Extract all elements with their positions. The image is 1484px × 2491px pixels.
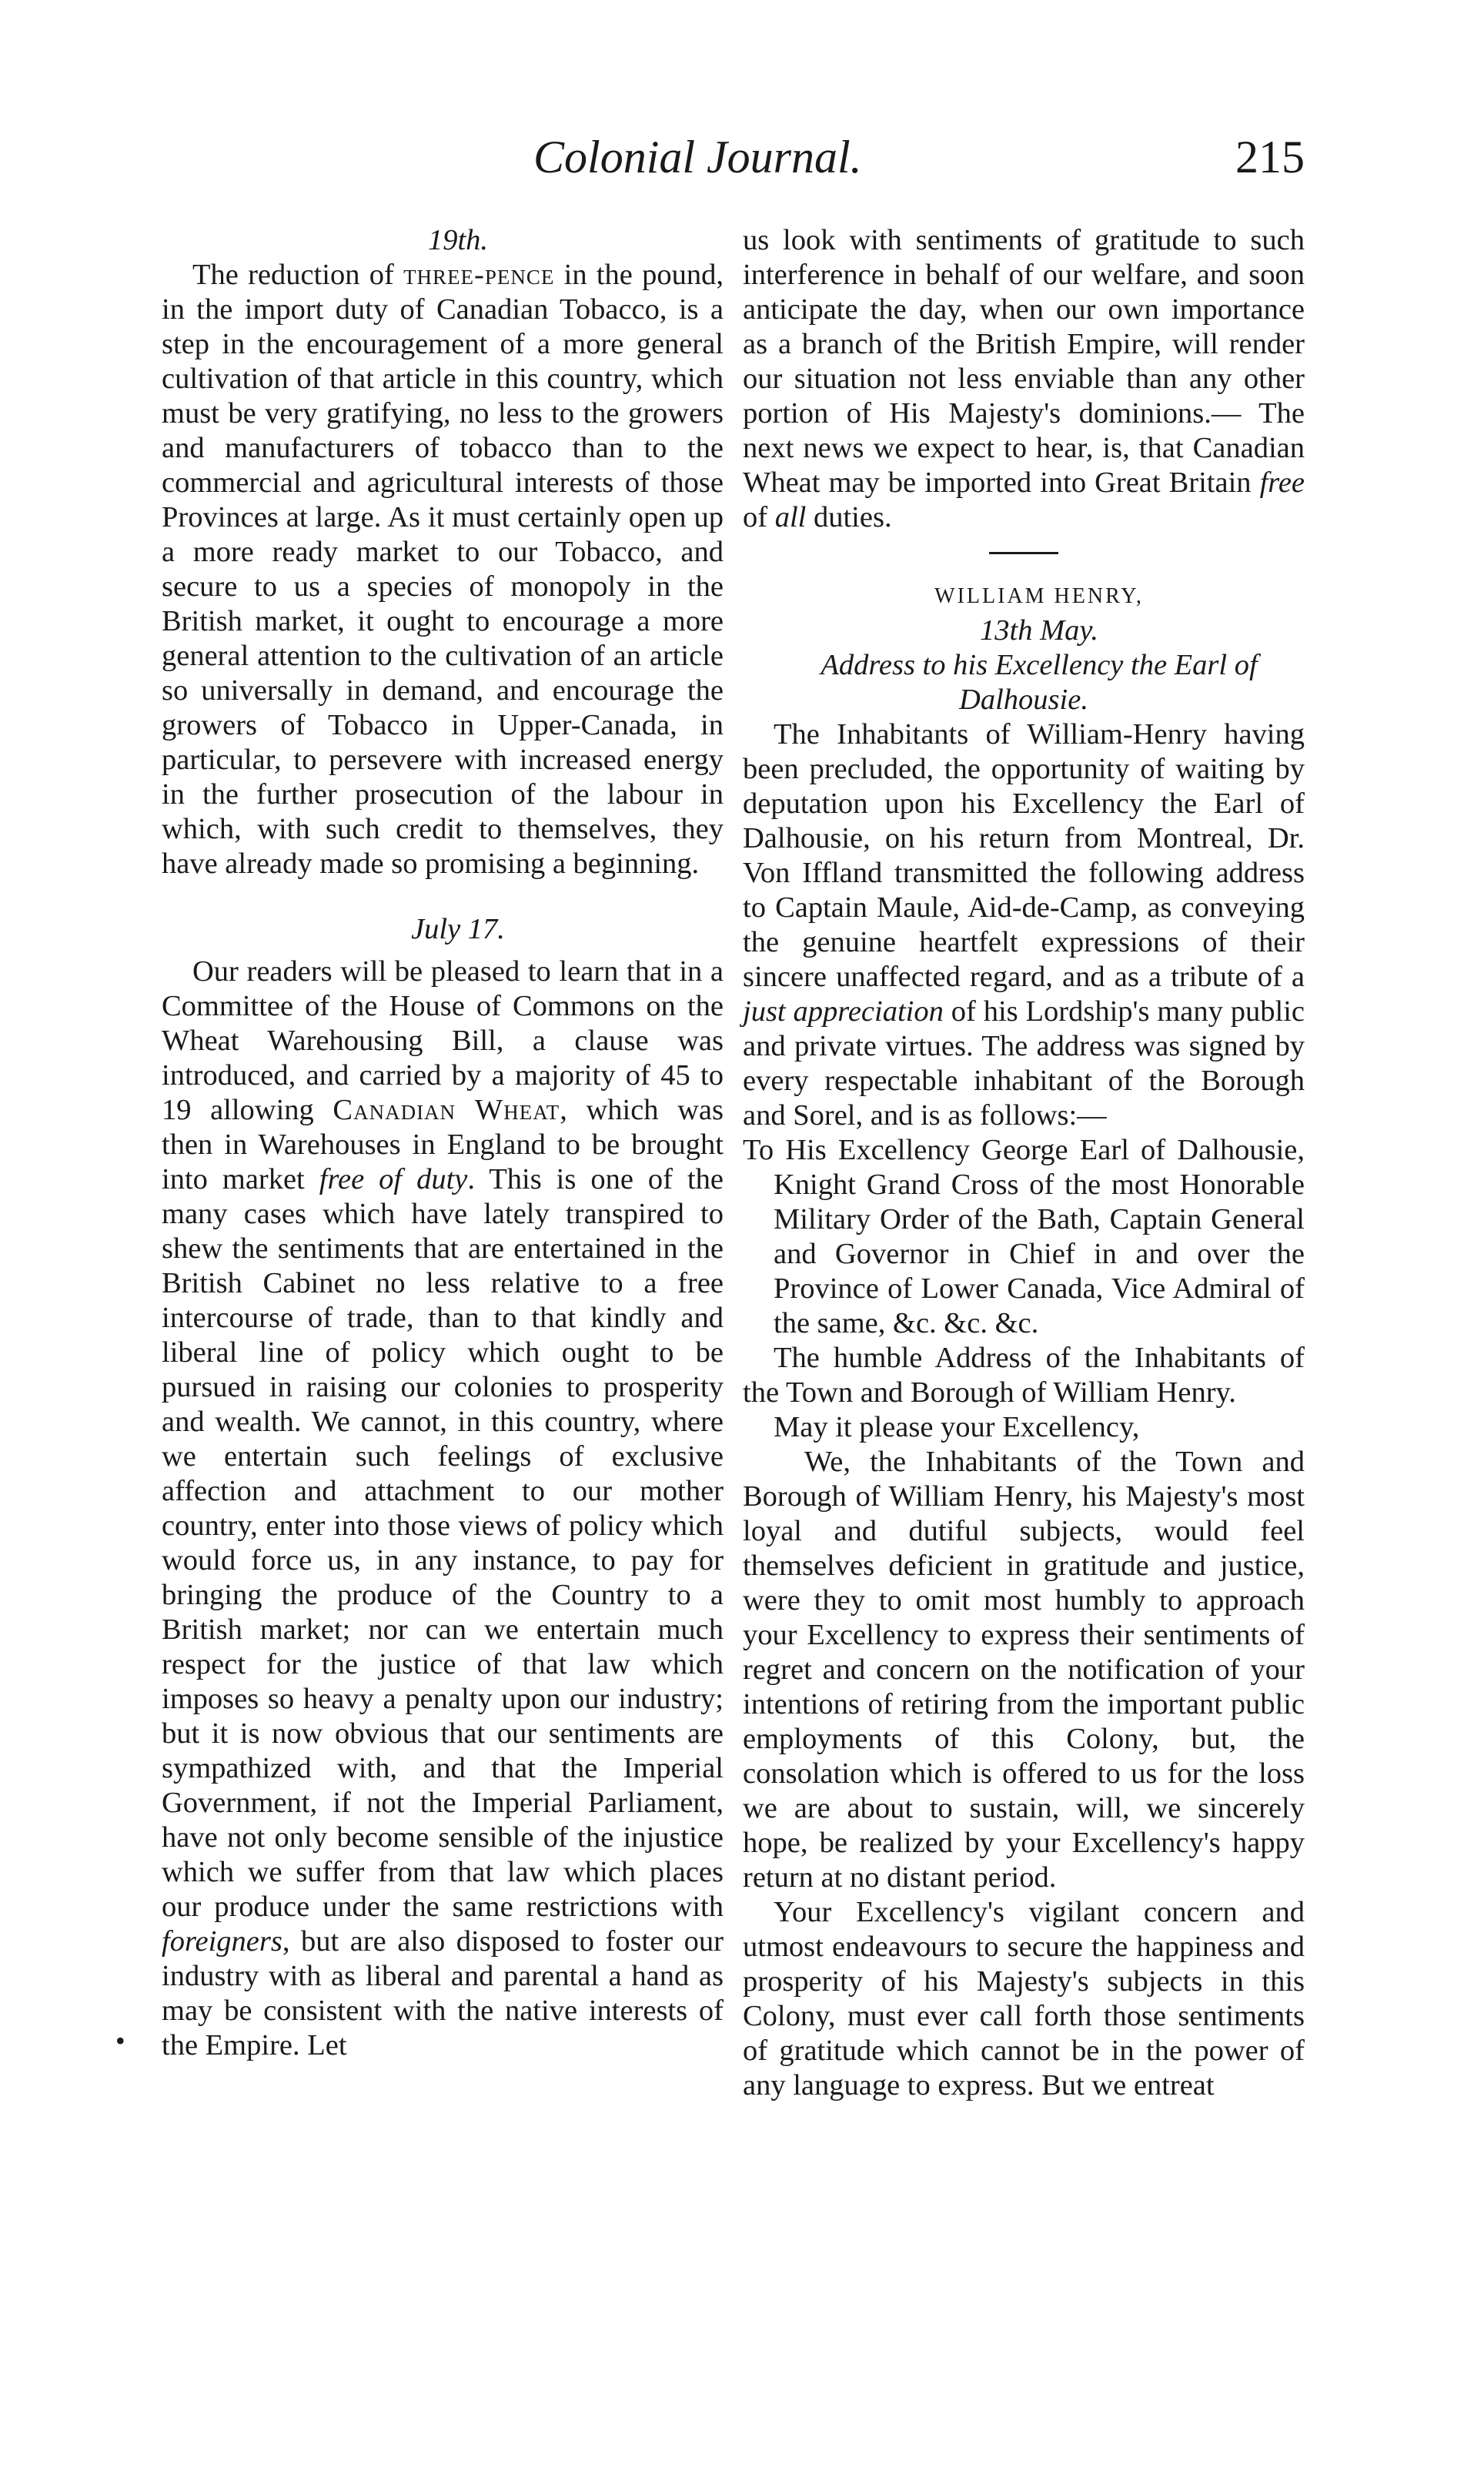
paragraph-continuation: us look with sentiments of gratitude to such interference in behalf of our welfare, and soon anticipate the day, when our own importance as a branch of the British Empire, will render our situation not less enviable than any other portion of His Majesty's dominions.— The next news we expect to hear, is, that Canadian Wheat may be imported into Great Britain free of all duties. <box>743 224 1305 533</box>
page-header <box>165 131 1305 200</box>
dateline-19th: 19th. <box>427 224 489 256</box>
left-column <box>162 223 724 2063</box>
dateline-13th-may: 13th May. <box>980 614 1098 647</box>
paragraph-inhabitants: The Inhabitants of William-Henry having been precluded, the opportunity of waiting by deputation upon his Excellency the Earl of Dalhousie, on his return from Montreal, Dr. Von Iffland transmitted the following address to Captain Maule, Aid-de-Camp, as conveying the genuine heartfelt expressions of their sincere unaffected regard, and as a tribute of a just appreciation of his Lordship's many public and private virtues. The address was signed by every respectable inhabitant of the Borough and Sorel, and is as follows:— <box>743 718 1305 1132</box>
paragraph-address-body: We, the Inhabitants of the Town and Borough of William Henry, his Majesty's most loyal and dutiful subjects, would feel themselves deficient in gratitude and justice, were they to omit most humbly to approach your Excellency to express their sentiments of regret and concern on the notification of your intentions of retiring from the important public employments of this Colony, but, the consolation which is offered to us for the loss we are about to sustain, will, we sincerely hope, be realized by your Excellency's happy return at no distant period. <box>743 1446 1305 1894</box>
running-title: Colonial Journal. <box>533 132 862 182</box>
page-number: 215 <box>1235 132 1305 182</box>
address-title: Address to his Excellency the Earl of Dalhousie. <box>821 649 1258 716</box>
paragraph-tobacco: The reduction of three-pence in the pound, in the import duty of Canadian Tobacco, is a step in the encouragement of a more general cultivation of that article in this country, which must be very gratifying, no less to the growers and manufacturers of tobacco than to the commercial and agricultural interests of those Provinces at large. As it must certainly open up a more ready market to our Tobacco, and secure to us a species of monopoly in the British market, it ought to encourage a more general attention to the cultivation of an article so universally in demand, and encourage the growers of Tobacco in Upper-Canada, in particular, to persevere with increased energy in the further prosecution of the labour in which, with such credit to themselves, they have already made so promising a beginning. <box>162 259 724 880</box>
place-heading: WILLIAM HENRY, <box>934 584 1144 608</box>
address-recipient: To His Excellency George Earl of Dalhousie, Knight Grand Cross of the most Honorable Military Order of the Bath, Captain General and Governor in Chief in and over the Province of Lower Canada, Vice Admiral of the same, &c. &c. &c. <box>743 1134 1305 1339</box>
dateline-july-17: July 17. <box>411 913 505 945</box>
section-divider <box>989 552 1058 554</box>
right-column <box>743 223 1305 2103</box>
paragraph-wheat: Our readers will be pleased to learn that in a Committee of the House of Commons on the Wheat Warehousing Bill, a clause was introduced, and carried by a majority of 45 to 19 allowing Canadian Wheat, which was then in Warehouses in England to be brought into market free of duty. This is one of the many cases which have lately transpired to shew the sentiments that are entertained in the British Cabinet no less relative to a free intercourse of trade, than to that kindly and liberal line of policy which ought to be pursued in raising our colonies to prosperity and wealth. We cannot, in this country, where we entertain such feelings of exclusive affection and attachment to our mother country, enter into those views of policy which would force us, in any instance, to pay for bringing the produce of the Country to a British market; nor can we entertain much respect for the justice of that law which imposes so heavy a penalty upon our industry; but it is now obvious that our sentiments are sympathized with, and that the Imperial Government, if not the Imperial Parliament, have not only become sensible of the injustice which we suffer from that law which places our produce under the same restrictions with foreigners, but are also disposed to foster our industry with as liberal and parental a hand as may be consistent with the native interests of the Empire. Let <box>162 955 724 2061</box>
margin-mark: • <box>115 2025 125 2056</box>
paragraph-vigilant-concern: Your Excellency's vigilant concern and utmost endeavours to secure the happiness and prosperity of his Majesty's subjects in this Colony, must ever call forth those sentiments of gratitude which cannot be in the power of any language to express. But we entreat <box>743 1896 1305 2101</box>
humble-address-line: The humble Address of the Inhabitants of the Town and Borough of William Henry. <box>743 1342 1305 1409</box>
salutation: May it please your Excellency, <box>774 1411 1140 1443</box>
